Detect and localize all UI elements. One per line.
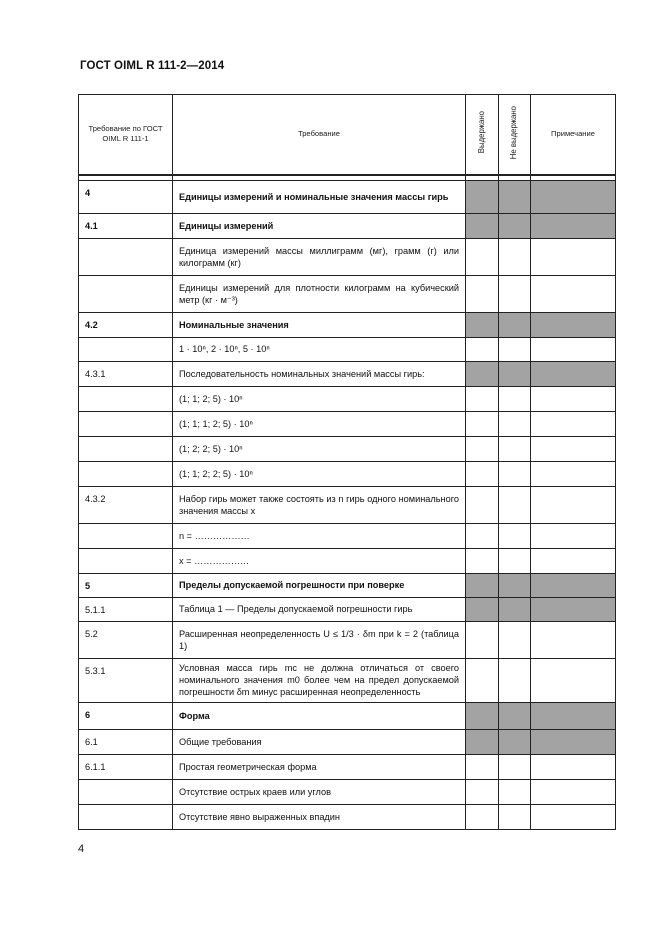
row-ref-number: 5 (79, 573, 173, 597)
table-row (79, 486, 616, 523)
note-cell (531, 729, 616, 754)
table-row (79, 436, 616, 461)
table-row (79, 461, 616, 486)
note-cell (531, 461, 616, 486)
not-passed-cell (499, 729, 531, 754)
not-passed-cell (499, 180, 531, 213)
not-passed-cell (499, 548, 531, 573)
passed-cell (466, 658, 499, 702)
table-row (79, 312, 616, 337)
note-cell (531, 386, 616, 411)
not-passed-cell (499, 804, 531, 829)
row-ref-number (79, 337, 173, 361)
note-cell (531, 597, 616, 621)
passed-cell (466, 411, 499, 436)
table-header-row (79, 95, 616, 175)
table-row (79, 361, 616, 386)
table-row (79, 573, 616, 597)
table-row (79, 779, 616, 804)
table-row (79, 621, 616, 658)
note-cell (531, 337, 616, 361)
row-requirement-text: Условная масса гирь mc не должна отличаться от своего номинального значения m0 более чем на предел допускаемой погрешности δm минус расширенная неопределенность (173, 658, 466, 702)
table-row (79, 597, 616, 621)
header-passed (466, 95, 499, 175)
passed-cell (466, 312, 499, 337)
note-cell (531, 621, 616, 658)
note-cell (531, 275, 616, 312)
note-cell (531, 804, 616, 829)
passed-cell (466, 486, 499, 523)
header-passed-label: Выдержано (476, 111, 486, 154)
passed-cell (466, 523, 499, 548)
row-ref-number (79, 275, 173, 312)
passed-cell (466, 597, 499, 621)
row-requirement-text: Общие требования (173, 729, 466, 754)
table-row (79, 548, 616, 573)
row-ref-number (79, 523, 173, 548)
passed-cell (466, 213, 499, 238)
row-ref-number: 4.2 (79, 312, 173, 337)
passed-cell (466, 386, 499, 411)
not-passed-cell (499, 312, 531, 337)
table-row (79, 658, 616, 702)
passed-cell (466, 436, 499, 461)
row-ref-number (79, 436, 173, 461)
not-passed-cell (499, 523, 531, 548)
passed-cell (466, 275, 499, 312)
note-cell (531, 436, 616, 461)
note-cell (531, 361, 616, 386)
note-cell (531, 213, 616, 238)
passed-cell (466, 779, 499, 804)
page-number: 4 (78, 843, 85, 855)
row-ref-number: 5.3.1 (79, 658, 173, 702)
passed-cell (466, 337, 499, 361)
row-requirement-text: Единица измерений массы миллиграмм (мг), грамм (г) или килограмм (кг) (173, 238, 466, 275)
header-note: Примечание (531, 95, 616, 175)
not-passed-cell (499, 461, 531, 486)
table-row (79, 729, 616, 754)
row-requirement-text: Единицы измерений для плотности килограмм на кубический метр (кг · м⁻³) (173, 275, 466, 312)
row-requirement-text: Пределы допускаемой погрешности при поверке (173, 573, 466, 597)
row-ref-number: 4.3.1 (79, 361, 173, 386)
not-passed-cell (499, 386, 531, 411)
not-passed-cell (499, 658, 531, 702)
requirements-table (78, 94, 616, 830)
not-passed-cell (499, 436, 531, 461)
row-ref-number (79, 548, 173, 573)
row-requirement-text: Единицы измерений (173, 213, 466, 238)
row-ref-number (79, 238, 173, 275)
not-passed-cell (499, 361, 531, 386)
note-cell (531, 486, 616, 523)
header-not-passed-label: Не выдержано (509, 105, 519, 160)
row-ref-number: 4 (79, 180, 173, 213)
table-row (79, 337, 616, 361)
row-requirement-text: Последовательность номинальных значений массы гирь: (173, 361, 466, 386)
document-title: ГОСТ OIML R 111-2—2014 (80, 60, 225, 72)
not-passed-cell (499, 213, 531, 238)
row-requirement-text: 1 · 10ⁿ, 2 · 10ⁿ, 5 · 10ⁿ (173, 337, 466, 361)
row-requirement-text: (1; 1; 2; 2; 5) · 10ⁿ (173, 461, 466, 486)
table-row (79, 523, 616, 548)
passed-cell (466, 180, 499, 213)
table-body (79, 175, 616, 830)
table-row (79, 702, 616, 729)
not-passed-cell (499, 573, 531, 597)
row-requirement-text: (1; 1; 1; 2; 5) · 10ⁿ (173, 411, 466, 436)
row-requirement-text: n = ……………… (173, 523, 466, 548)
row-ref-number (79, 386, 173, 411)
note-cell (531, 779, 616, 804)
not-passed-cell (499, 702, 531, 729)
table-row (79, 180, 616, 213)
row-ref-number: 5.2 (79, 621, 173, 658)
passed-cell (466, 702, 499, 729)
table-row (79, 754, 616, 779)
row-requirement-text: Форма (173, 702, 466, 729)
note-cell (531, 754, 616, 779)
header-ref: Требование по ГОСТ OIML R 111-1 (79, 95, 173, 175)
row-requirement-text: Простая геометрическая форма (173, 754, 466, 779)
note-cell (531, 411, 616, 436)
passed-cell (466, 548, 499, 573)
table-row (79, 386, 616, 411)
note-cell (531, 312, 616, 337)
table-row (79, 213, 616, 238)
passed-cell (466, 804, 499, 829)
row-requirement-text: (1; 2; 2; 5) · 10ⁿ (173, 436, 466, 461)
row-requirement-text: x = ……………… (173, 548, 466, 573)
note-cell (531, 180, 616, 213)
passed-cell (466, 573, 499, 597)
note-cell (531, 702, 616, 729)
row-requirement-text: (1; 1; 2; 5) · 10ⁿ (173, 386, 466, 411)
note-cell (531, 548, 616, 573)
note-cell (531, 658, 616, 702)
row-ref-number (79, 804, 173, 829)
not-passed-cell (499, 337, 531, 361)
row-requirement-text: Единицы измерений и номинальные значения массы гирь (173, 180, 466, 213)
passed-cell (466, 729, 499, 754)
row-requirement-text: Отсутствие явно выраженных впадин (173, 804, 466, 829)
row-ref-number: 4.3.2 (79, 486, 173, 523)
passed-cell (466, 361, 499, 386)
table-row (79, 804, 616, 829)
not-passed-cell (499, 621, 531, 658)
table-row (79, 411, 616, 436)
not-passed-cell (499, 411, 531, 436)
row-ref-number: 6.1 (79, 729, 173, 754)
not-passed-cell (499, 238, 531, 275)
row-requirement-text: Отсутствие острых краев или углов (173, 779, 466, 804)
row-requirement-text: Таблица 1 — Пределы допускаемой погрешности гирь (173, 597, 466, 621)
note-cell (531, 573, 616, 597)
passed-cell (466, 461, 499, 486)
row-requirement-text: Расширенная неопределенность U ≤ 1/3 · δm при k = 2 (таблица 1) (173, 621, 466, 658)
row-requirement-text: Номинальные значения (173, 312, 466, 337)
not-passed-cell (499, 779, 531, 804)
table-row (79, 275, 616, 312)
row-ref-number (79, 411, 173, 436)
header-requirement: Требование (173, 95, 466, 175)
row-ref-number: 5.1.1 (79, 597, 173, 621)
not-passed-cell (499, 754, 531, 779)
table-row (79, 238, 616, 275)
not-passed-cell (499, 597, 531, 621)
passed-cell (466, 621, 499, 658)
passed-cell (466, 238, 499, 275)
not-passed-cell (499, 486, 531, 523)
row-requirement-text: Набор гирь может также состоять из n гирь одного номинального значения массы x (173, 486, 466, 523)
note-cell (531, 238, 616, 275)
header-not-passed (499, 95, 531, 175)
row-ref-number (79, 779, 173, 804)
passed-cell (466, 754, 499, 779)
row-ref-number: 4.1 (79, 213, 173, 238)
not-passed-cell (499, 275, 531, 312)
note-cell (531, 523, 616, 548)
row-ref-number (79, 461, 173, 486)
row-ref-number: 6.1.1 (79, 754, 173, 779)
row-ref-number: 6 (79, 702, 173, 729)
